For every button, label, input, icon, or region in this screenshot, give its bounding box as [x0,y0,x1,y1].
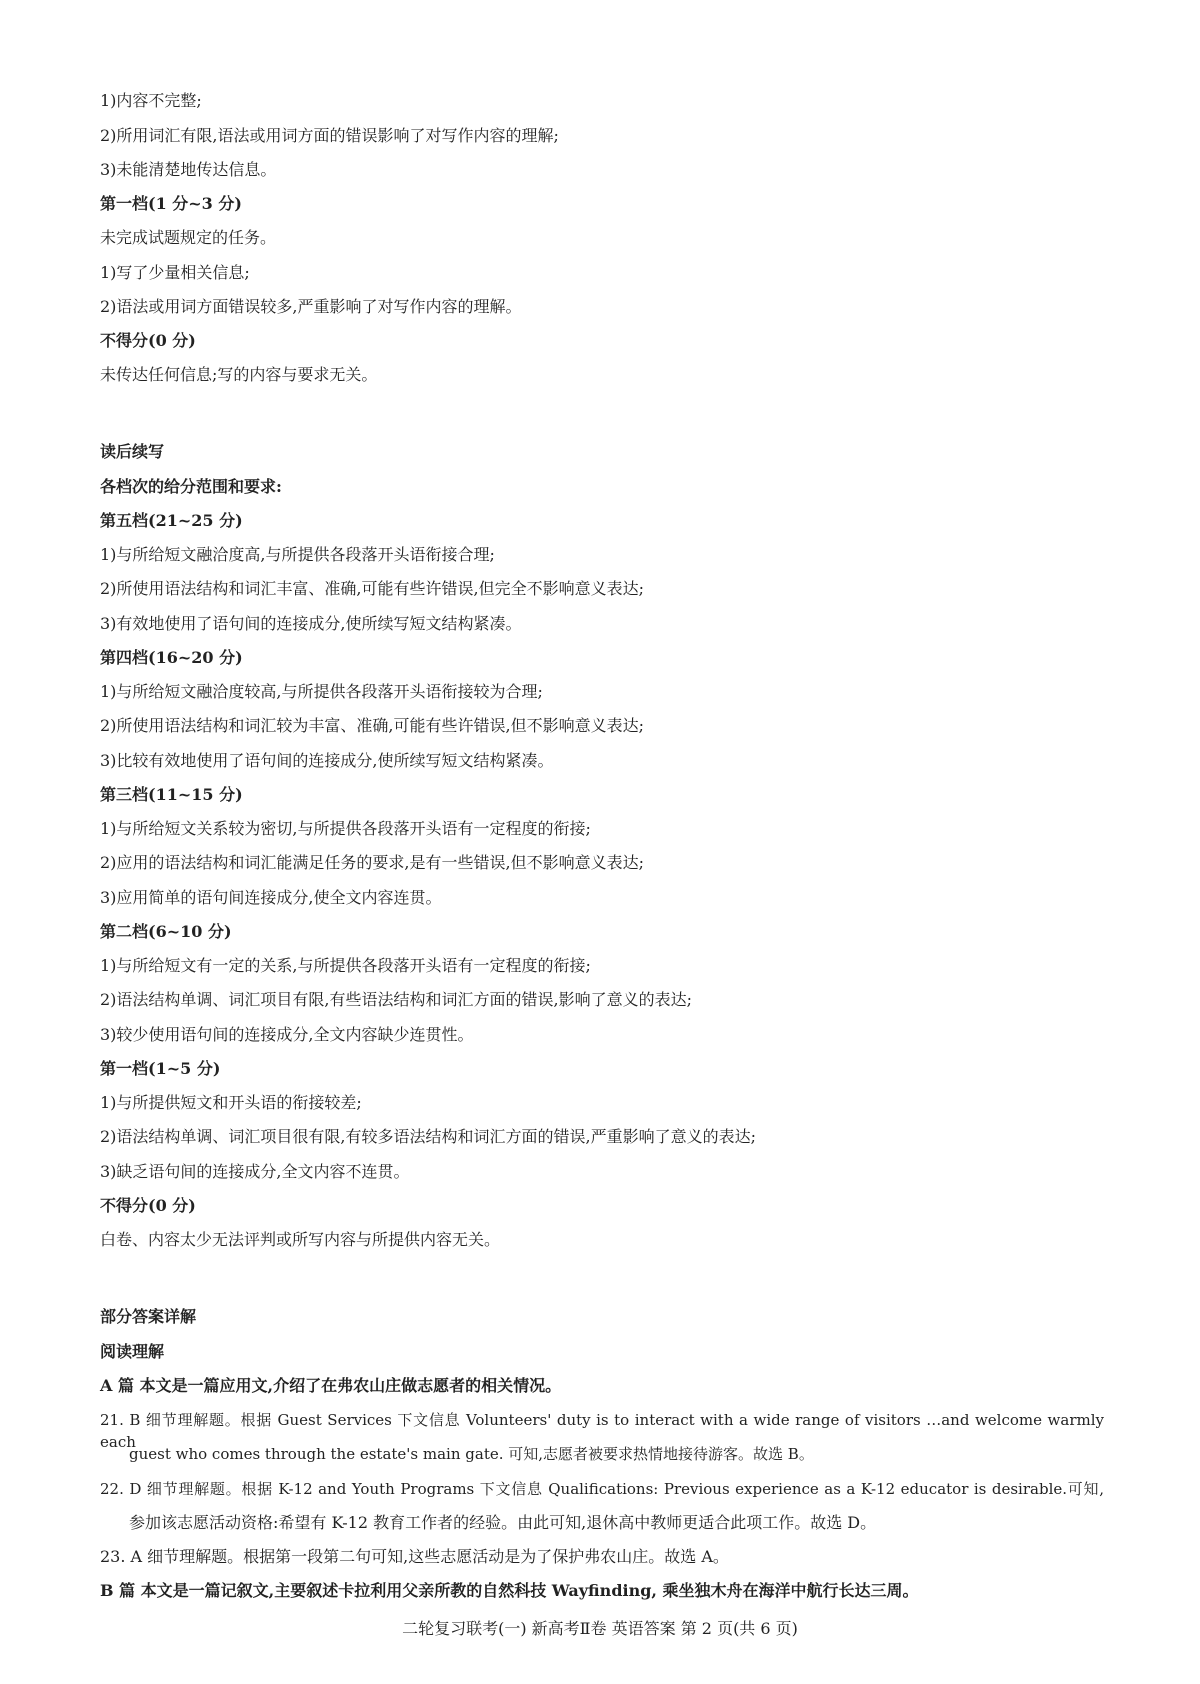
tier-heading: 不得分(0 分) [100,331,196,350]
text-line: 2)应用的语法结构和词汇能满足任务的要求,是有一些错误,但不影响意义表达; [100,853,644,872]
text-line: 2)语法或用词方面错误较多,严重影响了对写作内容的理解。 [100,297,522,316]
answer-line: 21. B 细节理解题。根据 Guest Services 下文信息 Volunteers' duty is to interact with a wide range of visitors …and welcome warmly each [100,1411,1104,1451]
text-line: 未完成试题规定的任务。 [100,228,277,247]
passage-summary: A 篇 本文是一篇应用文,介绍了在弗农山庄做志愿者的相关情况。 [100,1376,562,1395]
text-line: 3)应用简单的语句间连接成分,使全文内容连贯。 [100,888,442,907]
tier-heading: 第一档(1 分~3 分) [100,194,242,213]
text-line: 1)内容不完整; [100,91,202,110]
text-line: 白卷、内容太少无法评判或所写内容与所提供内容无关。 [100,1230,501,1249]
text-line: 3)未能清楚地传达信息。 [100,160,277,179]
answer-line: 22. D 细节理解题。根据 K-12 and Youth Programs 下文信息 Qualifications: Previous experience as a K-12 educator is desirable.可知, [100,1480,1104,1498]
text-line: 1)与所给短文有一定的关系,与所提供各段落开头语有一定程度的衔接; [100,956,591,975]
answer-line: 参加该志愿活动资格:希望有 K-12 教育工作者的经验。由此可知,退休高中教师更适合此项工作。故选 D。 [129,1513,877,1532]
passage-summary: B 篇 本文是一篇记叙文,主要叙述卡拉利用父亲所教的自然科技 Wayfinding, 乘坐独木舟在海洋中航行长达三周。 [100,1581,919,1600]
section-title: 部分答案详解 [100,1307,197,1326]
tier-heading: 第四档(16~20 分) [100,648,243,667]
section-subtitle: 各档次的给分范围和要求: [100,477,282,496]
answer-line: 23. A 细节理解题。根据第一段第二句可知,这些志愿活动是为了保护弗农山庄。故选 A。 [100,1547,729,1566]
text-line: 3)比较有效地使用了语句间的连接成分,使所续写短文结构紧凑。 [100,751,554,770]
text-line: 2)语法结构单调、词汇项目很有限,有较多语法结构和词汇方面的错误,严重影响了意义的表达; [100,1127,756,1146]
text-line: 3)缺乏语句间的连接成分,全文内容不连贯。 [100,1162,410,1181]
tier-heading: 不得分(0 分) [100,1196,196,1215]
tier-heading: 第二档(6~10 分) [100,922,232,941]
text-line: 2)所用词汇有限,语法或用词方面的错误影响了对写作内容的理解; [100,126,559,145]
tier-heading: 第五档(21~25 分) [100,511,243,530]
text-line: 未传达任何信息;写的内容与要求无关。 [100,365,378,384]
text-line: 2)所使用语法结构和词汇较为丰富、准确,可能有些许错误,但不影响意义表达; [100,716,644,735]
text-line: 1)与所给短文融洽度高,与所提供各段落开头语衔接合理; [100,545,495,564]
text-line: 2)所使用语法结构和词汇丰富、准确,可能有些许错误,但完全不影响意义表达; [100,579,644,598]
page-footer: 二轮复习联考(一) 新高考Ⅱ卷 英语答案 第 2 页(共 6 页) [402,1619,798,1638]
text-line: 3)较少使用语句间的连接成分,全文内容缺少连贯性。 [100,1025,474,1044]
answer-line: guest who comes through the estate's main gate. 可知,志愿者被要求热情地接待游客。故选 B。 [129,1445,814,1463]
text-line: 1)与所提供短文和开头语的衔接较差; [100,1093,362,1112]
text-line: 2)语法结构单调、词汇项目有限,有些语法结构和词汇方面的错误,影响了意义的表达; [100,990,692,1009]
tier-heading: 第三档(11~15 分) [100,785,243,804]
tier-heading: 第一档(1~5 分) [100,1059,221,1078]
section-subtitle: 阅读理解 [100,1342,165,1361]
text-line: 1)与所给短文关系较为密切,与所提供各段落开头语有一定程度的衔接; [100,819,591,838]
text-line: 1)与所给短文融洽度较高,与所提供各段落开头语衔接较为合理; [100,682,543,701]
text-line: 3)有效地使用了语句间的连接成分,使所续写短文结构紧凑。 [100,614,522,633]
text-line: 1)写了少量相关信息; [100,263,250,282]
section-title: 读后续写 [100,442,165,461]
